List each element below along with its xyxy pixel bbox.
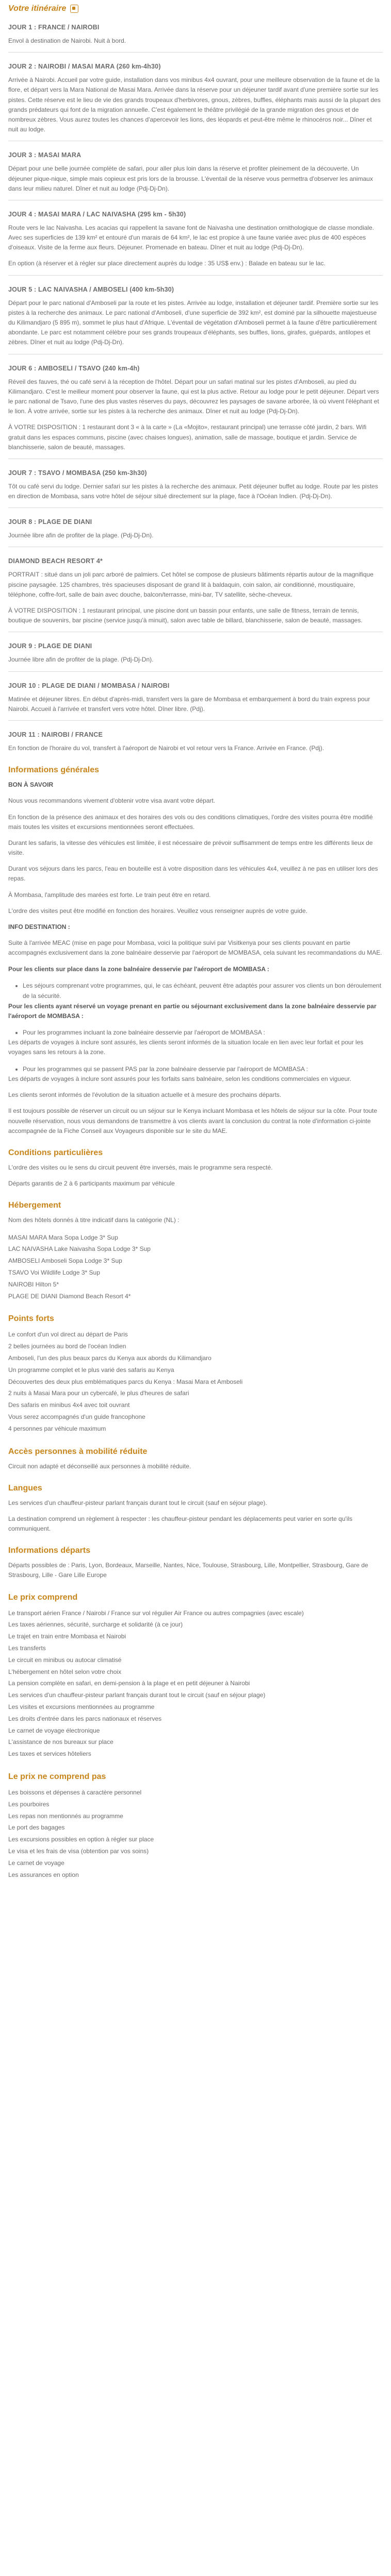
day-11 <box>8 731 383 753</box>
day-9 <box>8 642 383 665</box>
day-10 <box>8 682 383 714</box>
section-title-prix-pas-compris: Le prix ne comprend pas <box>8 1772 106 1781</box>
langues-para: Les services d'un chauffeur-pisteur parlant français durant tout le circuit (sauf en séjour plage). <box>8 1499 267 1506</box>
info-destination-para-c: Les départs de voyages à inclure sont assurés, les clients seront informés de la situation locale en lien avec leur forfait et pour les voyages sans les retours à la zone. <box>8 1039 364 1056</box>
hotel-diamond-beach <box>8 557 383 625</box>
point-fort: Vous serez accompagnés d'un guide francophone <box>8 1413 145 1420</box>
conditions-para: L'ordre des visites ou le sens du circuit peuvent être inversés, mais le programme sera respecté. <box>8 1164 273 1171</box>
divider <box>8 720 383 721</box>
day-title: JOUR 5 : LAC NAIVASHA / AMBOSELI (400 km-5h30) <box>8 285 174 293</box>
day-title: JOUR 6 : AMBOSELI / TSAVO (240 km-4h) <box>8 364 140 372</box>
section-title-conditions: Conditions particulières <box>8 1148 103 1157</box>
divider <box>8 52 383 53</box>
day-text: Journée libre afin de profiter de la plage. (Pdj-Dj-Dn). <box>8 532 154 539</box>
info-para: Nous vous recommandons vivement d'obtenir votre visa avant votre départ. <box>8 797 216 805</box>
bullet: • Pour les programmes incluant la zone balnéaire desservie par l'aéroport de MOMBASA : <box>23 1027 383 1038</box>
day-title: JOUR 4 : MASAI MARA / LAC NAIVASHA (295 km - 5h30) <box>8 210 186 218</box>
info-para: À Mombasa, l'amplitude des marées est forte. Le train peut être en retard. <box>8 891 211 899</box>
comprend-item: La pension complète en safari, en demi-pension à la plage et en petit déjeuner à Nairobi <box>8 1680 250 1687</box>
info-destination-para-b: Pour les clients ayant réservé un voyage prenant en partie ou séjournant exclusivement dans la zone balnéaire desservie par l'aéroport de MOMBASA : <box>8 1002 377 1020</box>
point-fort: Des safaris en minibus 4x4 avec toit ouvrant <box>8 1401 130 1409</box>
point-fort: 2 belles journées au bord de l'océan Indien <box>8 1343 126 1350</box>
comprend-item: Les transferts <box>8 1645 46 1652</box>
bullets-c <box>23 1064 383 1074</box>
day-text: Route vers le lac Naivasha. Les acacias qui rappellent la savane font de Naivasha une destination ornithologique de classe mondiale. Avec ses superficies de 139 km² et entouré d'un marais de 64 km², le lac est propice à une faune variée avec plus de 400 espèces d'oiseaux. Visite de la ferme aux fleurs. Déjeuner. Promenade en bateau. Dîner et nuit au lodge (Pdj-Dj-Dn). <box>8 224 374 251</box>
day-title: JOUR 11 : NAIROBI / FRANCE <box>8 731 103 738</box>
bon-a-savoir: BON À SAVOIR <box>8 781 54 789</box>
comprend-item: Les droits d'entrée dans les parcs nationaux et réserves <box>8 1715 162 1722</box>
day-text: Tôt ou café servi du lodge. Dernier safari sur les pistes à la recherche des animaux. Petit déjeuner buffet au lodge. Route par les pistes en direction de Mombasa, sans votre hôtel de séjour situé directement sur la plage, face à l'Océan Indien. (Pdj-Dj-Dn). <box>8 482 378 500</box>
day-text: Réveil des fauves, thé ou café servi à la réception de l'hôtel. Départ pour un safari matinal sur les pistes d'Amboseli, au pied du Kilimandjaro. C'est le meilleur moment pour observer la faune, qui est la plus active. Retour au lodge pour le petit déjeuner. Départ vers le parc national de Tsavo, l'une des plus vastes réserves du pays, découvrez les paysages de savane arborée, là où vivent l'éléphant et le lion. À votre arrivée, sortie sur les pistes à la recherche des animaux. Dîner et nuit au lodge (Pdj-Dj-Dn). <box>8 378 379 415</box>
info-destination-para-e: Les clients seront informés de l'évolution de la situation actuelle et à mesure des prochains départs. <box>8 1091 282 1099</box>
point-fort: Amboseli, l'un des plus beaux parcs du Kenya aux abords du Kilimandjaro <box>8 1354 211 1362</box>
bullet: • Les séjours comprenant votre programmes, qui, le cas échéant, peuvent être adaptés pour assurer vos clients un bon déroulement de la sécurité. <box>23 980 383 1002</box>
info-destination-para-d: Les départs de voyages à inclure sont assurés pour les forfaits sans balnéaire, selon les conditions commerciales en vigueur. <box>8 1075 352 1083</box>
day-text: Journée libre afin de profiter de la plage. (Pdj-Dj-Dn). <box>8 656 154 664</box>
hotel-line: MASAI MARA Mara Sopa Lodge 3* Sup <box>8 1233 118 1241</box>
info-destination-para-f: Il est toujours possible de réserver un circuit ou un séjour sur le Kenya incluant Mombasa et les hôtels de séjour sur la côte. Pour toute nouvelle réservation, nous vous demandons de transmettre à vos clients avant la conclusion du contrat la note d'information ci-jointe accompagnée de la Fiche Conseil aux Voyageurs disponible sur le site du MAE. <box>8 1107 378 1134</box>
point-fort: Le confort d'un vol direct au départ de Paris <box>8 1331 128 1338</box>
pas-compris-item: Les pourboires <box>8 1800 50 1808</box>
hotel-line: LAC NAIVASHA Lake Naivasha Sopa Lodge 3* Sup <box>8 1245 151 1253</box>
info-para: L'ordre des visites peut être modifié en fonction des horaires. Veuillez vous renseigner auprès de votre guide. <box>8 907 307 914</box>
hotel-line: TSAVO Voi Wildlife Lodge 3* Sup <box>8 1268 100 1276</box>
day-text: Matinée et déjeuner libres. En début d'après-midi, transfert vers la gare de Mombasa et embarquement à bord du train express pour Nairobi. Accueil à l'arrivée et transfert vers votre hôtel. Dîner libre. (Pdj). <box>8 695 370 713</box>
hotel-portrait: PORTRAIT : situé dans un joli parc arboré de palmiers. Cet hôtel se compose de plusieurs bâtiments répartis autour de la magnifique piscine paysagée. 125 chambres, très spacieuses disposant de grand lit à baldaquin, coin salon, air conditionné, moustiquaire, téléphone, coffre-fort, salle de bain avec douche, balcon/terrasse, mini-bar, TV satellite, sèche-cheveux. <box>8 571 373 598</box>
day-hotel-facilities: À VOTRE DISPOSITION : 1 restaurant dont 3 « à la carte » (La «Mojito», restaurant principal) une terrasse côté jardin, 2 bars. Wifi gratuit dans les espaces communs, piscine (avec chaises longues), animation, salle de massage, boutique et jardin. Service de blanchisserie, salon de beauté, massages. <box>8 423 367 451</box>
info-destination-para: Suite à l'arrivée MEAC (mise en page pour Mombasa, voici la politique suivi par Visitkenya pour ses clients pouvant en partie accompagnés exclusivement dans la zone balnéaire desservie par l'aéroport de MOMBASA, cela suivant les recommandations du MAE. <box>8 939 382 957</box>
pas-compris-item: Le port des bagages <box>8 1824 65 1832</box>
section-title-prix-comprend: Le prix comprend <box>8 1592 78 1602</box>
itinerary <box>0 24 391 1880</box>
day-5 <box>8 286 383 348</box>
pas-compris-item: Les repas non mentionnés au programme <box>8 1812 123 1820</box>
comprend-item: Les taxes aériennes, sécurité, surcharge et solidarité (à ce jour) <box>8 1621 183 1629</box>
divider <box>8 275 383 276</box>
itinerary-header <box>0 0 391 13</box>
info-destination-para: Pour les clients sur place dans la zone balnéaire desservie par l'aéroport de MOMBASA : <box>8 965 269 973</box>
comprend-item: Le transport aérien France / Nairobi / France sur vol régulier Air France ou autres compagnies (avec escale) <box>8 1609 304 1617</box>
comprend-item: Le circuit en minibus ou autocar climatisé <box>8 1656 122 1664</box>
point-fort: Un programme complet et le plus varié des safaris au Kenya <box>8 1366 174 1374</box>
bullets-b <box>23 1027 383 1038</box>
hotel-line: PLAGE DE DIANI Diamond Beach Resort 4* <box>8 1292 131 1300</box>
pas-compris-item: Le visa et les frais de visa (obtention par vos soins) <box>8 1847 149 1855</box>
comprend-item: Les taxes et services hôteliers <box>8 1750 91 1758</box>
comprend-item: L'assistance de nos bureaux sur place <box>8 1738 113 1746</box>
day-title: JOUR 7 : TSAVO / MOMBASA (250 km-3h30) <box>8 469 147 477</box>
hotel-line: NAIROBI Hilton 5* <box>8 1280 59 1288</box>
info-destination-title: INFO DESTINATION : <box>8 923 70 930</box>
point-fort: Découvertes des deux plus emblématiques parcs du Kenya : Masai Mara et Amboseli <box>8 1378 243 1385</box>
day-title: JOUR 2 : NAIROBI / MASAI MARA (260 km-4h30) <box>8 63 161 71</box>
langues-para2: La destination comprend un règlement à respecter : les chauffeur-pisteur pendant les déplacements peut varier en sorte qu'ils communiquent. <box>8 1515 353 1533</box>
hotel-line: AMBOSELI Amboseli Sopa Lodge 3* Sup <box>8 1257 122 1265</box>
comprend-item: Le carnet de voyage électronique <box>8 1726 100 1734</box>
section-title-hebergement: Hébergement <box>8 1201 61 1210</box>
day-title: JOUR 3 : MASAI MARA <box>8 151 82 159</box>
pas-compris-item: Les boissons et dépenses à caractère personnel <box>8 1789 142 1796</box>
day-option: En option (à réserver et à régler sur place directement auprès du lodge : 35 US$ env.) : Balade en bateau sur le lac. <box>8 260 325 267</box>
info-para: Durant vos séjours dans les parcs, l'eau en bouteille est à votre disposition dans les véhicules 4x4, veuillez à ne pas en utiliser lors des repas. <box>8 865 378 883</box>
day-title: JOUR 8 : PLAGE DE DIANI <box>8 518 92 526</box>
point-fort: 2 nuits à Masai Mara pour un cybercafé, le plus d'heures de safari <box>8 1389 189 1397</box>
day-3 <box>8 151 383 194</box>
day-title: JOUR 9 : PLAGE DE DIANI <box>8 642 92 650</box>
section-title-access: Accès personnes à mobilité réduite <box>8 1447 148 1456</box>
pas-compris-item: Les excursions possibles en option à régler sur place <box>8 1836 154 1843</box>
itinerary-title: Votre itinéraire <box>8 4 67 13</box>
section-title-infos: Informations générales <box>8 766 100 775</box>
bullets-a <box>23 980 383 1002</box>
section-title-points-forts: Points forts <box>8 1314 54 1324</box>
hotel-facilities: À VOTRE DISPOSITION : 1 restaurant principal, une piscine dont un bassin pour enfants, une salle de fitness, terrain de tennis, boutique de souvenirs, bar piscine (service jusqu'à minuit), salon avec table de billard, blanchisserie, salon de beauté, massages. <box>8 607 363 624</box>
divider <box>8 507 383 508</box>
day-6 <box>8 365 383 452</box>
day-4 <box>8 211 383 269</box>
comprend-item: Le trajet en train entre Mombasa et Nairobi <box>8 1633 126 1640</box>
day-text: Départ pour une belle journée complète de safari, pour aller plus loin dans la réserve et profiter pleinement de la découverte. Un déjeuner pique-nique, simple mais copieux est pris lors de la brousse. L'éventail de la réserve vous permettra d'observer les animaux dans leur milieu naturel. Dîner et nuit au lodge (Pdj-Dj-Dn). <box>8 165 373 192</box>
day-text: Envol à destination de Nairobi. Nuit à bord. <box>8 37 126 44</box>
day-text: En fonction de l'horaire du vol, transfert à l'aéroport de Nairobi et vol retour vers la France. Arrivée en France. (Pdj). <box>8 744 324 752</box>
info-para: En fonction de la présence des animaux et des horaires des vols ou des conditions climatiques, l'ordre des visites pourra être modifié mais toutes les visites et excursions mentionnées seront effectuées. <box>8 813 373 831</box>
conditions-para: Départs garantis de 2 à 6 participants maximum par véhicule <box>8 1180 175 1188</box>
section-title-langues: Langues <box>8 1483 42 1493</box>
day-1 <box>8 24 383 46</box>
pas-compris-item: Le carnet de voyage <box>8 1859 64 1867</box>
day-title: JOUR 10 : PLAGE DE DIANI / MOMBASA / NAIROBI <box>8 682 170 689</box>
itinerary-icon <box>70 5 78 13</box>
comprend-item: Les services d'un chauffeur-pisteur parlant français durant tout le circuit (sauf en séjour plage) <box>8 1691 266 1699</box>
day-2 <box>8 63 383 134</box>
point-fort: 4 personnes par véhicule maximum <box>8 1425 106 1432</box>
bullet: • Pour les programmes qui se passent PAS par la zone balnéaire desservie par l'aéroport de MOMBASA : <box>23 1064 383 1074</box>
day-title: JOUR 1 : FRANCE / NAIROBI <box>8 24 100 31</box>
access-para: Circuit non adapté et déconseillé aux personnes à mobilité réduite. <box>8 1462 191 1470</box>
day-text: Arrivée à Nairobi. Accueil par votre guide, installation dans vos minibus 4x4 ouvrant, pour une meilleure observation de la faune et de la flore, et départ vers la Mara National de Masai Mara. Arrivée dans la réserve pour un déjeuner tardif avant d'une première sortie sur les pistes. Cette réserve est le lieu de vie des grands troupeaux d'herbivores, gnous, zèbres, buffles, éléphants mais aussi de la plupart des grands prédateurs qui font de la migration annuelle. C'est également le théâtre privilégié de la grande migration des gnous et de nombreux zèbres. Vous aurez toutes les chances d'apercevoir les lions, des léopards et peut-être même le rhinocéros noir... Dîner et nuit au lodge. <box>8 76 381 133</box>
pas-compris-item: Les assurances en option <box>8 1871 79 1878</box>
hebergement-intro: Nom des hôtels donnés à titre indicatif dans la catégorie (NL) : <box>8 1216 180 1224</box>
day-7 <box>8 469 383 501</box>
divider <box>8 671 383 672</box>
info-para: Durant les safaris, la vitesse des véhicules est limitée, il est nécessaire de prévoir suffisamment de temps entre les différents lieux de visite. <box>8 839 373 857</box>
section-title-departs: Informations départs <box>8 1546 91 1555</box>
departs-para: Départs possibles de : Paris, Lyon, Bordeaux, Marseille, Nantes, Nice, Toulouse, Strasbourg, Lille, Montpellier, Strasbourg, Gare de Strasbourg, Lille - Gare Lille Europe <box>8 1562 368 1579</box>
day-8 <box>8 518 383 540</box>
comprend-item: L'hébergement en hôtel selon votre choix <box>8 1668 122 1675</box>
comprend-item: Les visites et excursions mentionnées au programme <box>8 1703 155 1711</box>
day-text: Départ pour le parc national d'Amboseli par la route et les pistes. Arrivée au lodge, installation et déjeuner tardif. Première sortie sur les pistes à la recherche des animaux. Le parc national d'Amboseli, d'une superficie de 392 km², est dominé par la silhouette majestueuse du Kilimandjaro (5 895 m), sommet le plus haut d'Afrique. L'éventail de végétation d'Amboseli permet à la faune d'être particulièrement abondante. Le parc est notamment célèbre pour ses grands troupeaux d'éléphants, ses buffles, lions, girafes, guépards, antilopes et zèbres. Dîner et nuit au lodge (Pdj-Dj-Dn). <box>8 299 379 346</box>
hotel-title: DIAMOND BEACH RESORT 4* <box>8 557 103 565</box>
